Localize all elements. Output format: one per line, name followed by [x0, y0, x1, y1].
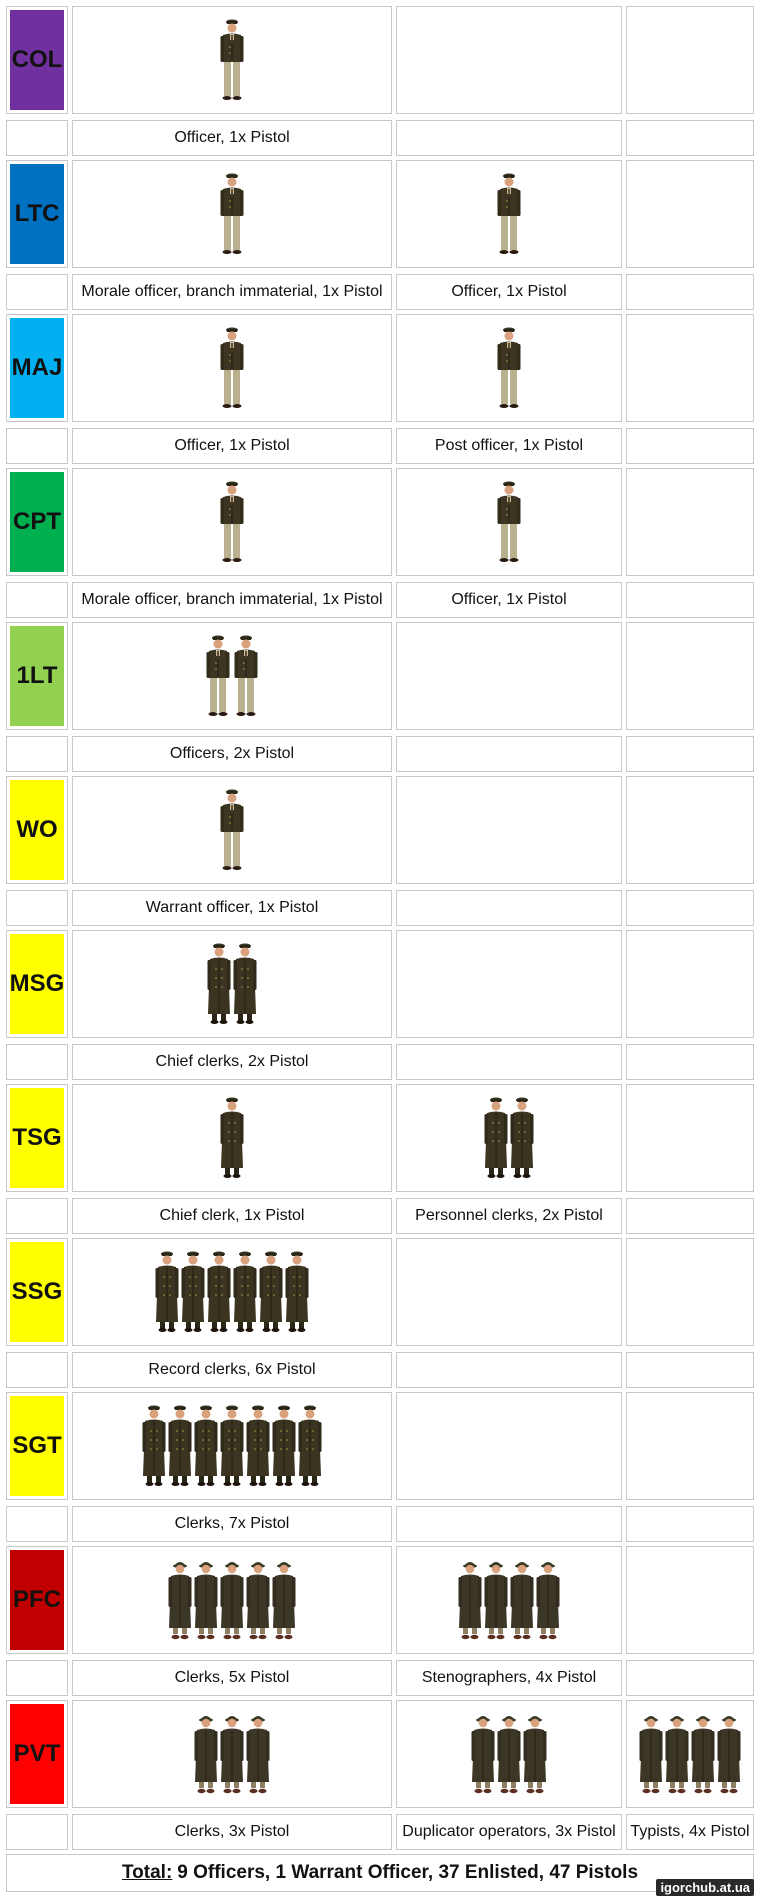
nco-figure-icon — [510, 1096, 534, 1180]
unit-caption — [627, 275, 753, 309]
rank-badge: PFC — [10, 1550, 64, 1650]
unit-caption — [627, 1661, 753, 1695]
figure-cell — [626, 6, 754, 114]
officer-figure-icon — [205, 634, 231, 718]
rank-row-tsg — [6, 1084, 754, 1238]
figure-cell — [72, 1238, 392, 1346]
unit-caption — [397, 891, 621, 925]
caption-cell — [396, 428, 622, 464]
caption-cell — [396, 890, 622, 926]
total-label: Total: — [121, 1862, 173, 1883]
rank-badge: TSG — [10, 1088, 64, 1188]
unit-caption: Chief clerk, 1x Pistol — [159, 1207, 305, 1224]
rank-row-cpt — [6, 468, 754, 622]
figure-cell — [396, 1084, 622, 1192]
figure-cell — [72, 930, 392, 1038]
total-row — [6, 1854, 754, 1894]
caption-cell — [72, 1506, 392, 1542]
figure-group — [73, 623, 391, 729]
figure-cell — [626, 776, 754, 884]
rank-row-ssg — [6, 1238, 754, 1392]
rank-cell — [6, 1238, 68, 1346]
caption-spacer — [6, 1198, 68, 1234]
figure-group — [73, 315, 391, 421]
caption-cell — [72, 582, 392, 618]
private-figure-icon — [510, 1558, 534, 1642]
nco-figure-icon — [220, 1096, 244, 1180]
caption-cell — [626, 582, 754, 618]
unit-caption: Morale officer, branch immaterial, 1x Pistol — [81, 283, 383, 300]
private-figure-icon — [523, 1712, 547, 1796]
rank-row-pfc — [6, 1546, 754, 1700]
site-watermark: igorchub.at.ua — [656, 1879, 754, 1896]
officer-figure-icon — [219, 18, 245, 102]
rank-row-1lt — [6, 622, 754, 776]
figure-group — [397, 1085, 621, 1191]
figure-group — [73, 1239, 391, 1345]
private-figure-icon — [220, 1712, 244, 1796]
caption-cell — [72, 736, 392, 772]
figure-group — [397, 1393, 621, 1499]
caption-cell — [626, 1198, 754, 1234]
caption-cell — [396, 1506, 622, 1542]
caption-cell — [72, 428, 392, 464]
caption-cell — [626, 1044, 754, 1080]
caption-cell — [626, 1352, 754, 1388]
nco-figure-icon — [194, 1404, 218, 1488]
rank-badge: SGT — [10, 1396, 64, 1496]
caption-spacer — [6, 1814, 68, 1850]
figure-cell — [396, 1546, 622, 1654]
private-figure-icon — [194, 1558, 218, 1642]
unit-caption — [627, 121, 753, 155]
figure-cell — [626, 1084, 754, 1192]
figure-group — [397, 315, 621, 421]
nco-figure-icon — [285, 1250, 309, 1334]
rank-badge: MAJ — [10, 318, 64, 418]
caption-spacer — [6, 428, 68, 464]
nco-figure-icon — [298, 1404, 322, 1488]
rank-badge: WO — [10, 780, 64, 880]
caption-spacer — [6, 582, 68, 618]
nco-figure-icon — [207, 1250, 231, 1334]
rank-cell — [6, 468, 68, 576]
nco-figure-icon — [246, 1404, 270, 1488]
figure-group — [73, 1701, 391, 1807]
figure-cell — [626, 1700, 754, 1808]
total-text: 9 Officers, 1 Warrant Officer, 37 Enlisted, 47 Pistols — [177, 1862, 639, 1883]
caption-spacer — [6, 890, 68, 926]
caption-cell — [396, 1814, 622, 1850]
unit-caption: Officer, 1x Pistol — [174, 437, 290, 454]
figure-group — [627, 777, 753, 883]
unit-caption — [627, 1507, 753, 1541]
rank-badge: SSG — [10, 1242, 64, 1342]
figure-group — [627, 1239, 753, 1345]
figure-cell — [72, 468, 392, 576]
rank-row-maj — [6, 314, 754, 468]
caption-cell — [626, 1506, 754, 1542]
figure-cell — [396, 776, 622, 884]
officer-figure-icon — [219, 172, 245, 256]
figure-cell — [396, 930, 622, 1038]
caption-spacer — [6, 1660, 68, 1696]
figure-group — [397, 931, 621, 1037]
figure-group — [627, 1393, 753, 1499]
caption-spacer — [6, 1352, 68, 1388]
figure-cell — [396, 314, 622, 422]
rank-badge: LTC — [10, 164, 64, 264]
figure-group — [397, 623, 621, 729]
rank-cell — [6, 314, 68, 422]
nco-figure-icon — [155, 1250, 179, 1334]
nco-figure-icon — [233, 1250, 257, 1334]
unit-caption — [397, 1045, 621, 1079]
figure-group — [397, 469, 621, 575]
figure-cell — [396, 6, 622, 114]
figure-cell — [72, 1084, 392, 1192]
figure-cell — [72, 776, 392, 884]
rank-row-col — [6, 6, 754, 160]
officer-figure-icon — [219, 788, 245, 872]
nco-figure-icon — [207, 942, 231, 1026]
rank-cell — [6, 776, 68, 884]
figure-cell — [396, 1392, 622, 1500]
figure-group — [627, 315, 753, 421]
figure-group — [397, 7, 621, 113]
figure-cell — [72, 1546, 392, 1654]
rank-row-pvt — [6, 1700, 754, 1854]
private-figure-icon — [497, 1712, 521, 1796]
figure-group — [397, 777, 621, 883]
figure-group — [73, 931, 391, 1037]
figure-group — [397, 1239, 621, 1345]
figure-group — [73, 777, 391, 883]
unit-caption: Post officer, 1x Pistol — [434, 437, 584, 454]
figure-cell — [72, 622, 392, 730]
figure-cell — [626, 160, 754, 268]
caption-cell — [72, 1198, 392, 1234]
rank-row-ltc — [6, 160, 754, 314]
figure-group — [397, 161, 621, 267]
nco-figure-icon — [484, 1096, 508, 1180]
caption-spacer — [6, 1506, 68, 1542]
figure-group — [627, 469, 753, 575]
unit-caption — [397, 1353, 621, 1387]
unit-caption: Warrant officer, 1x Pistol — [145, 899, 319, 916]
unit-caption: Morale officer, branch immaterial, 1x Pistol — [81, 591, 383, 608]
figure-cell — [626, 1546, 754, 1654]
unit-caption: Clerks, 7x Pistol — [174, 1515, 290, 1532]
figure-cell — [626, 314, 754, 422]
nco-figure-icon — [272, 1404, 296, 1488]
private-figure-icon — [220, 1558, 244, 1642]
figure-cell — [396, 160, 622, 268]
unit-caption — [627, 737, 753, 771]
private-figure-icon — [471, 1712, 495, 1796]
caption-cell — [72, 1044, 392, 1080]
caption-cell — [72, 120, 392, 156]
caption-cell — [396, 1198, 622, 1234]
private-figure-icon — [691, 1712, 715, 1796]
private-figure-icon — [272, 1558, 296, 1642]
rank-cell — [6, 6, 68, 114]
unit-caption — [627, 1353, 753, 1387]
caption-cell — [626, 274, 754, 310]
officer-figure-icon — [219, 326, 245, 410]
figure-cell — [626, 622, 754, 730]
rank-cell — [6, 160, 68, 268]
rank-badge: PVT — [10, 1704, 64, 1804]
nco-figure-icon — [220, 1404, 244, 1488]
figure-group — [73, 469, 391, 575]
caption-spacer — [6, 274, 68, 310]
unit-caption — [627, 429, 753, 463]
private-figure-icon — [246, 1712, 270, 1796]
nco-figure-icon — [142, 1404, 166, 1488]
unit-caption: Officers, 2x Pistol — [169, 745, 295, 762]
rank-cell — [6, 622, 68, 730]
figure-cell — [72, 160, 392, 268]
nco-figure-icon — [259, 1250, 283, 1334]
unit-caption: Stenographers, 4x Pistol — [421, 1669, 597, 1686]
caption-spacer — [6, 120, 68, 156]
caption-cell — [626, 890, 754, 926]
figure-cell — [72, 314, 392, 422]
officer-figure-icon — [219, 480, 245, 564]
rank-row-msg — [6, 930, 754, 1084]
caption-cell — [396, 582, 622, 618]
private-figure-icon — [639, 1712, 663, 1796]
figure-cell — [396, 1238, 622, 1346]
figure-group — [627, 1547, 753, 1653]
unit-caption: Officer, 1x Pistol — [451, 591, 567, 608]
rank-cell — [6, 1392, 68, 1500]
nco-figure-icon — [233, 942, 257, 1026]
unit-caption — [627, 1045, 753, 1079]
unit-caption — [397, 737, 621, 771]
unit-caption: Typists, 4x Pistol — [630, 1823, 750, 1840]
officer-figure-icon — [496, 326, 522, 410]
figure-group — [627, 931, 753, 1037]
unit-caption: Clerks, 3x Pistol — [174, 1823, 290, 1840]
caption-cell — [396, 274, 622, 310]
caption-cell — [626, 120, 754, 156]
unit-caption: Officer, 1x Pistol — [451, 283, 567, 300]
officer-figure-icon — [496, 172, 522, 256]
figure-group — [73, 1547, 391, 1653]
figure-cell — [72, 6, 392, 114]
caption-cell — [396, 120, 622, 156]
figure-cell — [72, 1700, 392, 1808]
private-figure-icon — [246, 1558, 270, 1642]
caption-cell — [396, 1044, 622, 1080]
private-figure-icon — [484, 1558, 508, 1642]
figure-group — [627, 161, 753, 267]
rank-badge: COL — [10, 10, 64, 110]
rank-cell — [6, 1084, 68, 1192]
private-figure-icon — [665, 1712, 689, 1796]
unit-caption: Clerks, 5x Pistol — [174, 1669, 290, 1686]
unit-caption — [627, 1199, 753, 1233]
caption-cell — [72, 1814, 392, 1850]
nco-figure-icon — [181, 1250, 205, 1334]
officer-figure-icon — [496, 480, 522, 564]
figure-cell — [396, 622, 622, 730]
caption-cell — [626, 736, 754, 772]
figure-group — [397, 1547, 621, 1653]
unit-caption — [627, 583, 753, 617]
caption-cell — [396, 1352, 622, 1388]
caption-cell — [626, 1814, 754, 1850]
rank-cell — [6, 930, 68, 1038]
unit-caption — [397, 1507, 621, 1541]
caption-cell — [396, 1660, 622, 1696]
caption-cell — [72, 890, 392, 926]
private-figure-icon — [194, 1712, 218, 1796]
caption-cell — [626, 428, 754, 464]
caption-cell — [396, 736, 622, 772]
figure-group — [627, 623, 753, 729]
organization-table — [6, 6, 754, 1894]
rank-cell — [6, 1546, 68, 1654]
unit-caption — [627, 891, 753, 925]
private-figure-icon — [717, 1712, 741, 1796]
figure-cell — [396, 468, 622, 576]
unit-caption — [397, 121, 621, 155]
figure-cell — [626, 1238, 754, 1346]
figure-group — [627, 7, 753, 113]
unit-caption: Duplicator operators, 3x Pistol — [402, 1823, 616, 1840]
caption-cell — [72, 1660, 392, 1696]
caption-cell — [626, 1660, 754, 1696]
private-figure-icon — [536, 1558, 560, 1642]
figure-cell — [626, 930, 754, 1038]
figure-group — [397, 1701, 621, 1807]
nco-figure-icon — [168, 1404, 192, 1488]
unit-caption: Chief clerks, 2x Pistol — [155, 1053, 309, 1070]
unit-caption: Record clerks, 6x Pistol — [148, 1361, 316, 1378]
rank-badge: 1LT — [10, 626, 64, 726]
private-figure-icon — [458, 1558, 482, 1642]
total-cell — [6, 1854, 754, 1892]
figure-group — [73, 7, 391, 113]
rank-row-sgt — [6, 1392, 754, 1546]
rank-row-wo — [6, 776, 754, 930]
figure-group — [73, 1393, 391, 1499]
officer-figure-icon — [233, 634, 259, 718]
figure-group — [73, 1085, 391, 1191]
figure-cell — [626, 1392, 754, 1500]
caption-spacer — [6, 1044, 68, 1080]
caption-cell — [72, 274, 392, 310]
private-figure-icon — [168, 1558, 192, 1642]
rank-cell — [6, 1700, 68, 1808]
unit-caption: Officer, 1x Pistol — [174, 129, 290, 146]
figure-cell — [72, 1392, 392, 1500]
figure-cell — [626, 468, 754, 576]
figure-group — [73, 161, 391, 267]
unit-caption: Personnel clerks, 2x Pistol — [415, 1207, 603, 1224]
figure-group — [627, 1085, 753, 1191]
rank-badge: MSG — [10, 934, 64, 1034]
figure-cell — [396, 1700, 622, 1808]
rank-badge: CPT — [10, 472, 64, 572]
caption-cell — [72, 1352, 392, 1388]
caption-spacer — [6, 736, 68, 772]
figure-group — [627, 1701, 753, 1807]
